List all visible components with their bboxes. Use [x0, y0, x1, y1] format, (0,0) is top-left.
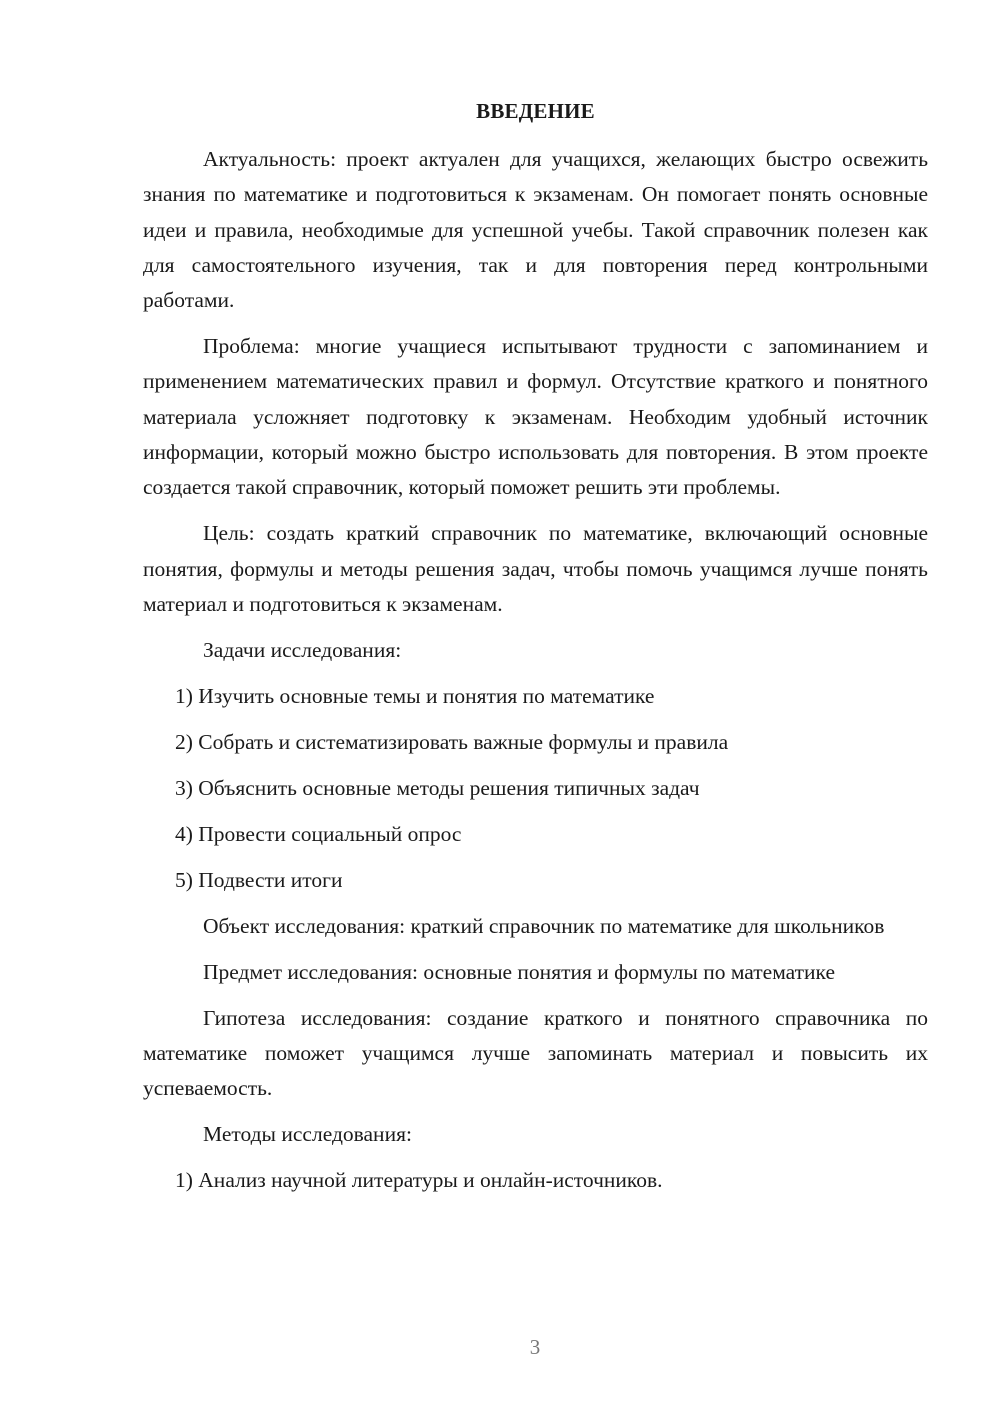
- hypothesis-paragraph: Гипотеза исследования: создание краткого и понятного справочника по математике поможет учащимся лучше запоминать материал и повысить их успеваемость.: [143, 1005, 928, 1101]
- relevance-paragraph: Актуальность: проект актуален для учащихся, желающих быстро освежить знания по математике и подготовиться к экзаменам. Он помогает понять основные идеи и правила, необходимые для успешной учебы. Такой справочник полезен как для самостоятельного изучения, так и для повторения перед контрольными работами.: [143, 147, 928, 313]
- page-number: 3: [529, 1335, 541, 1359]
- task-item: 4) Провести социальный опрос: [175, 821, 462, 846]
- task-item: 3) Объяснить основные методы решения типичных задач: [175, 775, 700, 800]
- subject-paragraph: Предмет исследования: основные понятия и формулы по математике: [203, 959, 836, 984]
- tasks-title: Задачи исследования:: [203, 637, 402, 662]
- problem-paragraph: Проблема: многие учащиеся испытывают трудности с запоминанием и применением математических правил и формул. Отсутствие краткого и понятного материала усложняет подготовку к экзаменам. Необходим удобный источник информации, который можно быстро использовать для повторения. В этом проекте создается такой справочник, который поможет решить эти проблемы.: [143, 334, 928, 500]
- methods-title: Методы исследования:: [203, 1122, 412, 1147]
- task-item: 5) Подвести итоги: [175, 867, 343, 892]
- object-paragraph: Объект исследования: краткий справочник по математике для школьников: [203, 913, 885, 938]
- goal-paragraph: Цель: создать краткий справочник по математике, включающий основные понятия, формулы и методы решения задач, чтобы помочь учащимся лучше понять материал и подготовиться к экзаменам.: [143, 521, 928, 616]
- page-title: ВВЕДЕНИЕ: [476, 99, 595, 123]
- task-item: 2) Собрать и систематизировать важные формулы и правила: [175, 729, 729, 754]
- method-item: 1) Анализ научной литературы и онлайн-источников.: [175, 1168, 663, 1193]
- document-body: [143, 142, 928, 1209]
- task-item: 1) Изучить основные темы и понятия по математике: [175, 683, 655, 708]
